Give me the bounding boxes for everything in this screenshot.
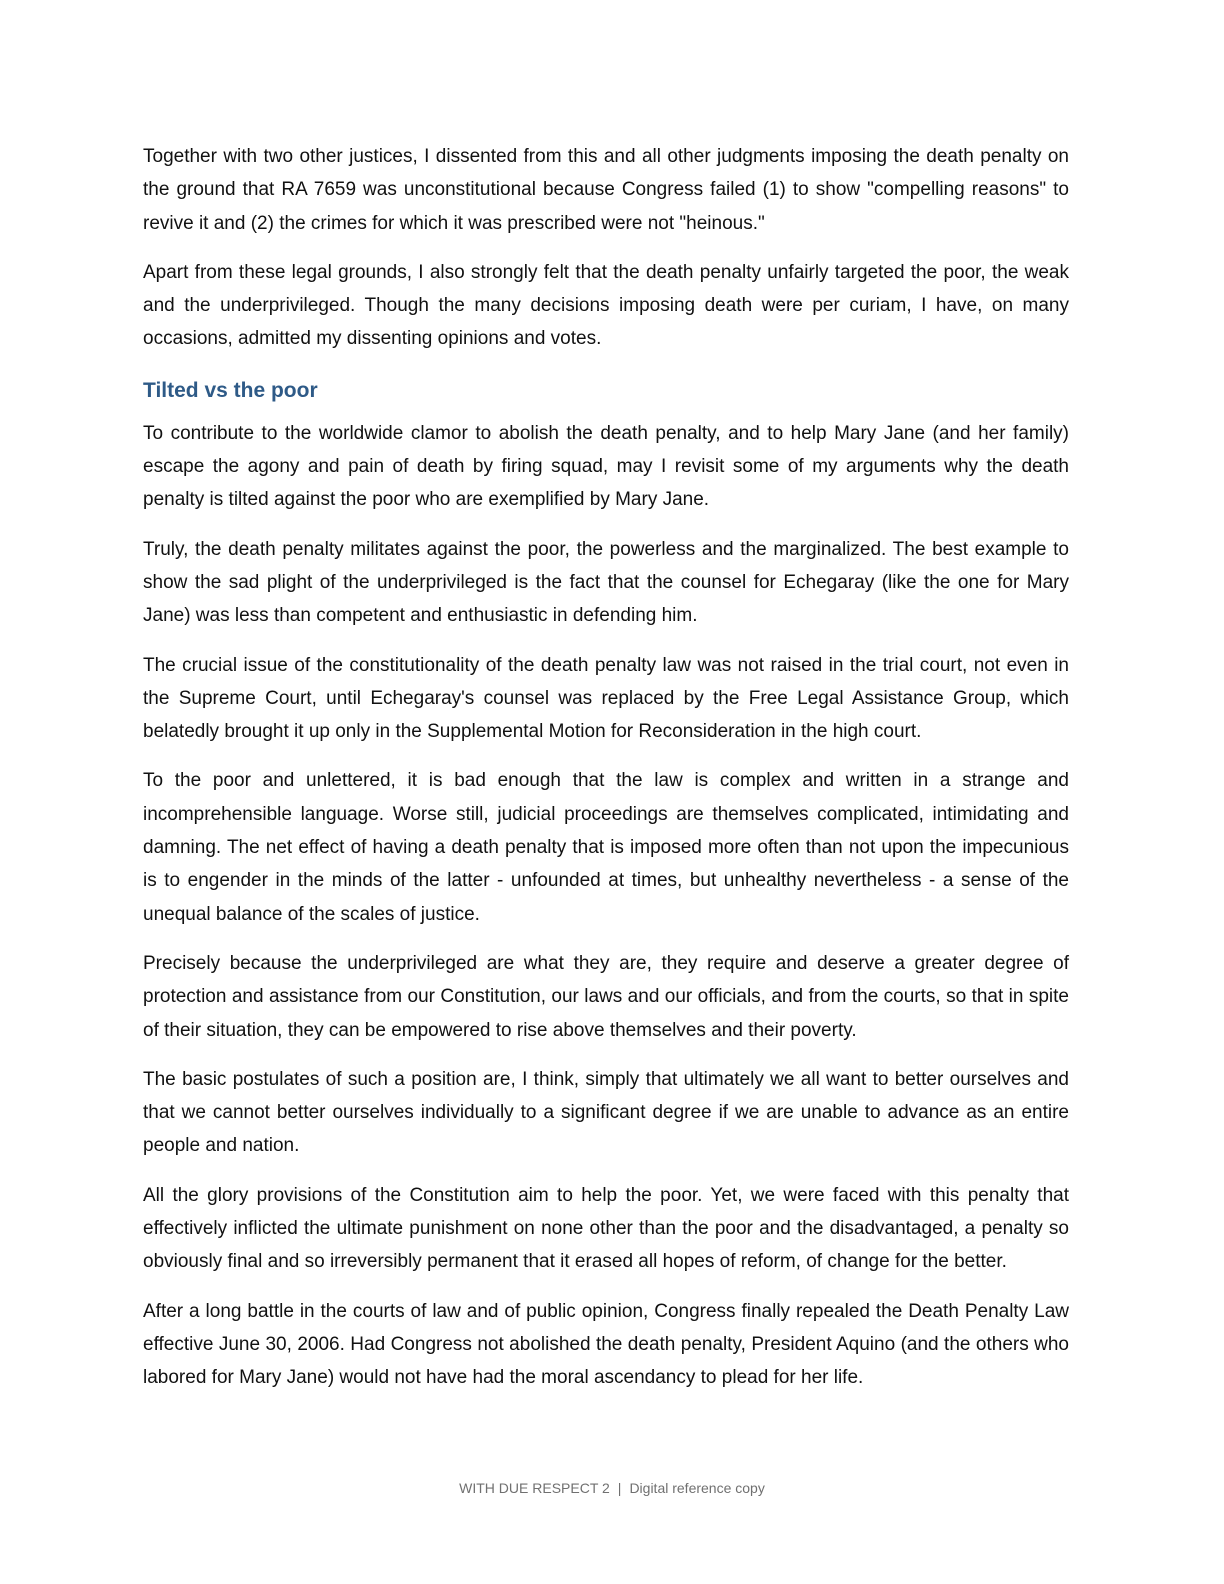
paragraph-glory-provisions: All the glory provisions of the Constitution aim to help the poor. Yet, we were faced with this penalty that effectively inflicted the ultimate punishment on none other than the poor and the disadvantaged, a penalty so obviously final and so irreversibly permanent that it erased all hopes of reform, of change for the better.	[143, 1184, 1069, 1273]
paragraph-dissent: Together with two other justices, I dissented from this and all other judgments imposing the death penalty on the ground that RA 7659 was unconstitutional because Congress failed (1) to show "compelling reasons" to revive it and (2) the crimes for which it was prescribed were not "heinous."	[143, 146, 1069, 234]
paragraph-basic-postulates: The basic postulates of such a position are, I think, simply that ultimately we all want to better ourselves and that we cannot better ourselves individually to a significant degree if we are unable to advance as an entire people and nation.	[143, 1068, 1069, 1157]
footer-book-title: WITH DUE RESPECT 2	[459, 1480, 610, 1496]
paragraph-worldwide-clamor: To contribute to the worldwide clamor to abolish the death penalty, and to help Mary Jane (and her family) escape the agony and pain of death by firing squad, may I revisit some of my arguments why the death penalty is tilted against the poor who are exemplified by Mary Jane.	[143, 422, 1069, 511]
paragraph-poor-unlettered: To the poor and unlettered, it is bad enough that the law is complex and written in a strange and incomprehensible language. Worse still, judicial proceedings are themselves complicated, intimidating and damning. The net effect of having a death penalty that is imposed more often than not upon the impecunious is to engender in the minds of the latter - unfounded at times, but unhealthy nevertheless - a sense of the unequal balance of the scales of justice.	[143, 770, 1069, 925]
paragraph-legal-grounds: Apart from these legal grounds, I also strongly felt that the death penalty unfairly targeted the poor, the weak and the underprivileged. Though the many decisions imposing death were per curiam, I have, on many occasions, admitted my dissenting opinions and votes.	[143, 261, 1069, 350]
section-heading: Tilted vs the poor	[143, 378, 318, 402]
page-footer	[0, 1480, 1224, 1496]
footer-separator: |	[617, 1480, 622, 1496]
document-body	[143, 140, 1069, 1411]
paragraph-militates-poor: Truly, the death penalty militates against the poor, the powerless and the marginalized. The best example to show the sad plight of the underprivileged is the fact that the counsel for Echegaray (like the one for Mary Jane) was less than competent and enthusiastic in defending him.	[143, 538, 1069, 627]
paragraph-crucial-issue: The crucial issue of the constitutionality of the death penalty law was not raised in the trial court, not even in the Supreme Court, until Echegaray's counsel was replaced by the Free Legal Assistance Group, which belatedly brought it up only in the Supplemental Motion for Reconsideration in the high court.	[143, 654, 1069, 743]
paragraph-long-battle: After a long battle in the courts of law and of public opinion, Congress finally repealed the Death Penalty Law effective June 30, 2006. Had Congress not abolished the death penalty, President Aquino (and the others who labored for Mary Jane) would not have had the moral ascendancy to plead for her life.	[143, 1300, 1069, 1389]
paragraph-underprivileged: Precisely because the underprivileged are what they are, they require and deserve a greater degree of protection and assistance from our Constitution, our laws and our officials, and from the courts, so that in spite of their situation, they can be empowered to rise above themselves and their poverty.	[143, 952, 1069, 1041]
footer-copy-note: Digital reference copy	[629, 1480, 765, 1496]
